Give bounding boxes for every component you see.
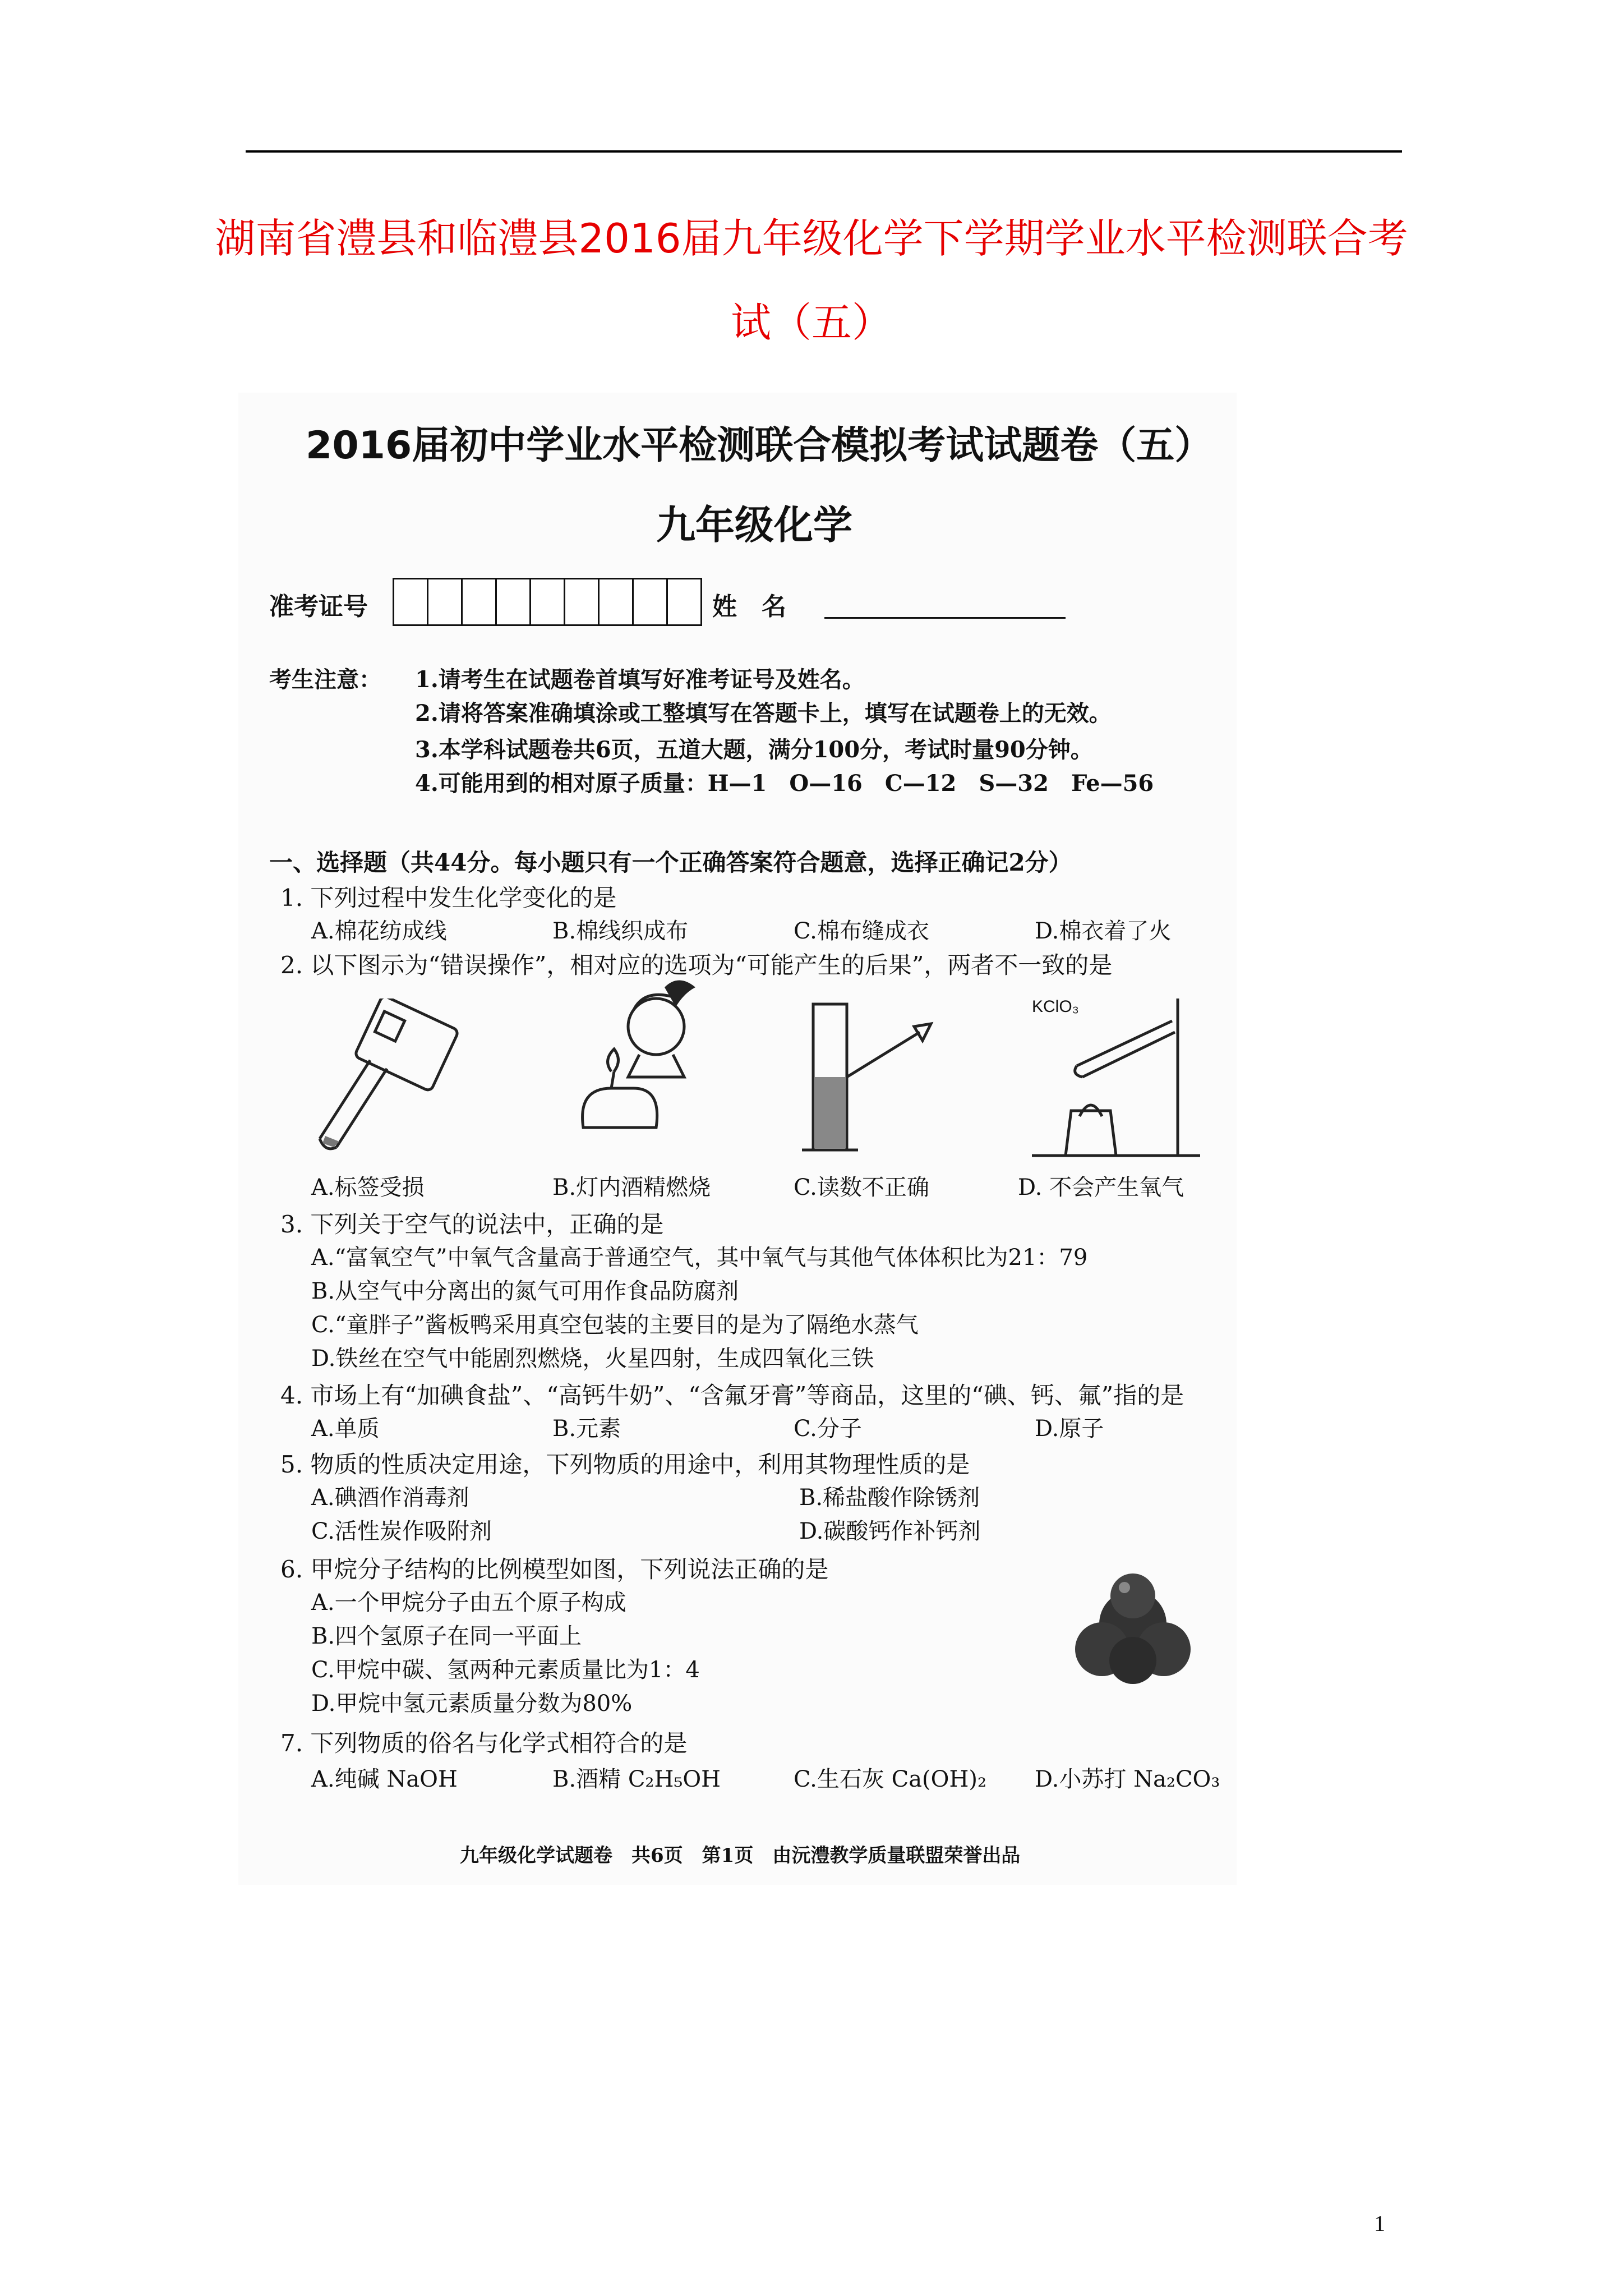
notice-label: 考生注意： [269,666,381,693]
option: A.碘酒作消毒剂 [311,1485,469,1511]
exam-title: 2016届初中学业水平检测联合模拟考试试题卷（五） [306,424,1213,468]
question-stem: 5. 物质的性质决定用途，下列物质的用途中，利用其物理性质的是 [280,1451,970,1478]
question-stem: 6. 甲烷分子结构的比例模型如图，下列说法正确的是 [280,1556,829,1583]
option: D. 不会产生氧气 [1018,1175,1184,1200]
option: C.分子 [794,1416,862,1442]
option: B.灯内酒精燃烧 [552,1175,711,1200]
document-title-line1: 湖南省澧县和临澧县2016届九年级化学下学期学业水平检测联合考 [215,215,1408,262]
methane-model-figure [1063,1571,1203,1688]
name-label: 姓 名 [712,592,786,621]
notice-item: 2.请将答案准确填涂或工整填写在答题卡上，填写在试题卷上的无效。 [415,700,1112,726]
id-box[interactable] [564,578,600,626]
option: D.碳酸钙作补钙剂 [799,1519,981,1544]
option: B.元素 [552,1416,621,1442]
id-box[interactable] [598,578,634,626]
question-stem: 1. 下列过程中发生化学变化的是 [280,884,617,912]
option: B.酒精 C₂H₅OH [552,1766,721,1792]
kclo3-label: KClO₃ [1032,997,1079,1016]
option: D.小苏打 Na₂CO₃ [1035,1766,1220,1792]
option: B.棉线织成布 [552,918,689,944]
option: A.标签受损 [311,1175,425,1200]
id-box[interactable] [427,578,463,626]
option: A.一个甲烷分子由五个原子构成 [311,1590,626,1616]
option: D.甲烷中氢元素质量分数为80% [311,1691,633,1717]
question-stem: 3. 下列关于空气的说法中，正确的是 [280,1211,664,1238]
exam-subject: 九年级化学 [656,502,852,548]
option: A.单质 [311,1416,380,1442]
alcohol-lamp-figure [550,976,735,1161]
option: D.棉衣着了火 [1035,918,1172,944]
exam-footer: 九年级化学试题卷 共6页 第1页 由沅澧教学质量联盟荣誉出品 [460,1844,1021,1867]
id-box[interactable] [393,578,428,626]
option: A.棉花纺成线 [311,918,447,944]
id-label: 准考证号 [269,592,368,621]
question-stem: 2. 以下图示为“错误操作”，相对应的选项为“可能产生的后果”，两者不一致的是 [280,951,1113,979]
option: C.活性炭作吸附剂 [311,1519,492,1544]
option: A.纯碱 NaOH [311,1766,458,1792]
option: A.“富氧空气”中氧气含量高于普通空气，其中氧气与其他气体体积比为21：79 [311,1245,1088,1271]
id-box[interactable] [495,578,531,626]
name-field[interactable] [824,617,1066,619]
document-title-line2: 试（五） [730,299,892,346]
id-box[interactable] [529,578,565,626]
header-rule [246,150,1402,153]
option: D.铁丝在空气中能剧烈燃烧，火星四射，生成四氧化三铁 [311,1346,874,1372]
option: C.“童胖子”酱板鸭采用真空包装的主要目的是为了隔绝水蒸气 [311,1312,919,1338]
option: D.原子 [1035,1416,1104,1442]
section-heading: 一、选择题（共44分。每小题只有一个正确答案符合题意，选择正确记2分） [269,849,1072,876]
notice-item: 3.本学科试题卷共6页，五道大题，满分100分，考试时量90分钟。 [415,737,1093,763]
pouring-reagent-figure [303,999,482,1161]
option: B.从空气中分离出的氮气可用作食品防腐剂 [311,1278,739,1304]
id-box[interactable] [666,578,702,626]
option: C.甲烷中碳、氢两种元素质量比为1：4 [311,1657,700,1683]
option: C.生石灰 Ca(OH)₂ [794,1766,986,1792]
graduated-cylinder-figure [774,993,942,1167]
option: C.棉布缝成衣 [794,918,929,944]
option: C.读数不正确 [794,1175,929,1200]
notice-item: 4.可能用到的相对原子质量：H—1 O—16 C—12 S—32 Fe—56 [415,770,1154,797]
notice-item: 1.请考生在试题卷首填写好准考证号及姓名。 [415,666,865,693]
id-box[interactable] [632,578,668,626]
id-box[interactable] [461,578,497,626]
option: B.稀盐酸作除锈剂 [799,1485,980,1511]
question-stem: 7. 下列物质的俗名与化学式相符合的是 [280,1729,688,1757]
page-number: 1 [1374,2211,1385,2236]
question-stem: 4. 市场上有“加碘食盐”、“高钙牛奶”、“含氟牙膏”等商品，这里的“碘、钙、氟”指的是 [280,1382,1184,1409]
option: B.四个氢原子在同一平面上 [311,1623,582,1649]
